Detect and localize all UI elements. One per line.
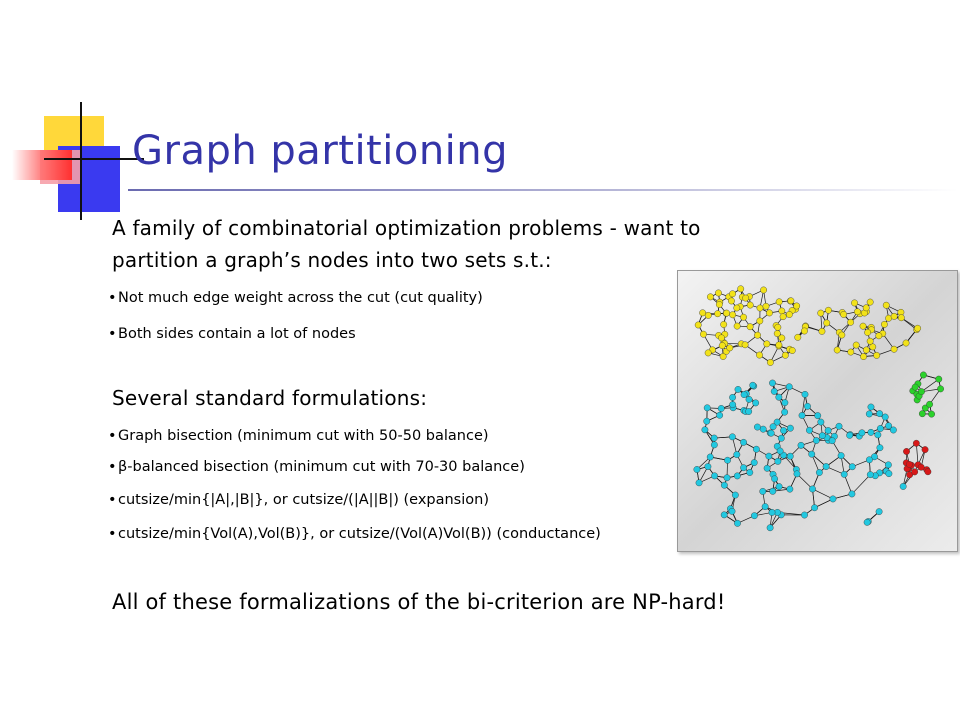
graph-node	[860, 323, 866, 329]
graph-node	[918, 388, 924, 394]
graph-node	[883, 302, 889, 308]
graph-node	[925, 469, 931, 475]
graph-node	[863, 347, 869, 353]
graph-node	[860, 353, 866, 359]
graph-node	[836, 423, 842, 429]
graph-node	[806, 427, 812, 433]
graph-node	[718, 335, 724, 341]
graph-node	[873, 352, 879, 358]
graph-node	[891, 346, 897, 352]
intro-line-1: A family of combinatorial optimization problems - want to	[112, 216, 701, 240]
graph-node	[729, 394, 735, 400]
graph-node	[734, 451, 740, 457]
graph-node	[819, 328, 825, 334]
graph-node	[868, 404, 874, 410]
graph-node	[770, 488, 776, 494]
graph-node	[891, 313, 897, 319]
criterion-item	[108, 326, 356, 342]
graph-partition-figure	[677, 270, 958, 552]
graph-node	[711, 473, 717, 479]
graph-node	[782, 399, 788, 405]
graph-node	[829, 437, 835, 443]
graph-node	[877, 445, 883, 451]
intro-line-2: partition a graph’s nodes into two sets s.t.:	[112, 248, 552, 272]
graph-node	[868, 429, 874, 435]
graph-node	[809, 451, 815, 457]
graph-node	[764, 341, 770, 347]
graph-node	[823, 463, 829, 469]
graph-node	[794, 471, 800, 477]
graph-node	[745, 408, 751, 414]
graph-node	[720, 321, 726, 327]
graph-node	[795, 334, 801, 340]
graph-node	[937, 386, 943, 392]
graph-node	[811, 505, 817, 511]
graph-node	[813, 437, 819, 443]
graph-node	[737, 286, 743, 292]
graph-node	[728, 298, 734, 304]
graph-node	[875, 432, 881, 438]
graph-node	[770, 423, 776, 429]
graph-node	[700, 331, 706, 337]
network-graph-image	[678, 271, 957, 551]
graph-node	[786, 311, 792, 317]
graph-node	[882, 414, 888, 420]
graph-node	[866, 411, 872, 417]
graph-node	[867, 338, 873, 344]
graph-node	[711, 442, 717, 448]
graph-node	[788, 298, 794, 304]
graph-node	[704, 418, 710, 424]
graph-node	[757, 318, 763, 324]
graph-node	[866, 457, 872, 463]
graph-node	[727, 345, 733, 351]
graph-node	[900, 483, 906, 489]
graph-node	[824, 320, 830, 326]
graph-node	[747, 469, 753, 475]
graph-node	[775, 458, 781, 464]
graph-node	[699, 310, 705, 316]
graph-node	[793, 303, 799, 309]
graph-node	[802, 391, 808, 397]
graph-node	[760, 488, 766, 494]
graph-node	[732, 492, 738, 498]
graph-node	[849, 491, 855, 497]
graph-node	[920, 372, 926, 378]
graph-edge	[813, 489, 833, 499]
graph-node	[760, 426, 766, 432]
graph-node	[911, 469, 917, 475]
graph-node	[818, 310, 824, 316]
graph-node	[922, 446, 928, 452]
graph-node	[876, 410, 882, 416]
graph-node	[716, 412, 722, 418]
decor-vertical-line	[80, 102, 82, 220]
graph-node	[707, 294, 713, 300]
graph-node	[867, 471, 873, 477]
graph-node	[754, 332, 760, 338]
bullet-dot: •	[108, 326, 117, 342]
graph-node	[769, 509, 775, 515]
graph-node	[885, 462, 891, 468]
formulation-item	[108, 459, 525, 475]
title-underline	[128, 189, 958, 191]
graph-node	[754, 424, 760, 430]
graph-node	[742, 295, 748, 301]
graph-node	[789, 347, 795, 353]
graph-node	[804, 403, 810, 409]
graph-node	[716, 301, 722, 307]
graph-node	[702, 427, 708, 433]
graph-node	[779, 308, 785, 314]
graph-node	[787, 425, 793, 431]
graph-node	[847, 319, 853, 325]
decor-red-bar	[12, 150, 72, 180]
graph-node	[747, 302, 753, 308]
graph-node	[906, 461, 912, 467]
graph-node	[809, 486, 815, 492]
graph-node	[886, 470, 892, 476]
criterion-text: Both sides contain a lot of nodes	[118, 326, 356, 342]
graph-node	[767, 525, 773, 531]
graph-node	[723, 310, 729, 316]
graph-node	[928, 411, 934, 417]
graph-node	[771, 476, 777, 482]
graph-node	[786, 384, 792, 390]
graph-node	[729, 312, 735, 318]
graph-node	[740, 439, 746, 445]
graph-node	[787, 486, 793, 492]
graph-node	[936, 376, 942, 382]
graph-node	[762, 503, 768, 509]
graph-node	[781, 409, 787, 415]
graph-node	[815, 412, 821, 418]
graph-node	[718, 405, 724, 411]
graph-node	[768, 430, 774, 436]
graph-node	[764, 465, 770, 471]
graph-node	[724, 475, 730, 481]
graph-node	[735, 386, 741, 392]
graph-node	[801, 328, 807, 334]
graph-node	[825, 307, 831, 313]
graph-node	[751, 512, 757, 518]
graph-node	[750, 382, 756, 388]
formulation-item	[108, 526, 601, 542]
graph-node	[903, 448, 909, 454]
graph-node	[734, 473, 740, 479]
graph-node	[841, 471, 847, 477]
formulation-item	[108, 492, 489, 508]
graph-node	[913, 440, 919, 446]
graph-node	[926, 401, 932, 407]
graph-node	[834, 347, 840, 353]
formulation-item	[108, 428, 489, 444]
graph-node	[864, 519, 870, 525]
graph-node	[695, 322, 701, 328]
graph-node	[696, 480, 702, 486]
graph-node	[918, 464, 924, 470]
graph-node	[740, 465, 746, 471]
graph-node	[740, 314, 746, 320]
graph-node	[818, 419, 824, 425]
graph-node	[816, 469, 822, 475]
graph-node	[760, 287, 766, 293]
graph-node	[741, 391, 747, 397]
graph-node	[769, 380, 775, 386]
graph-node	[839, 332, 845, 338]
graph-node	[721, 482, 727, 488]
graph-nodes	[694, 286, 944, 531]
graph-node	[840, 311, 846, 317]
graph-node	[854, 309, 860, 315]
graph-node	[734, 305, 740, 311]
graph-node	[753, 446, 759, 452]
graph-node	[704, 405, 710, 411]
bullet-dot: •	[108, 459, 117, 475]
graph-node	[757, 305, 763, 311]
graph-node	[746, 396, 752, 402]
graph-node	[756, 352, 762, 358]
criterion-text: Not much edge weight across the cut (cut quality)	[118, 290, 483, 306]
graph-node	[775, 324, 781, 330]
criterion-item	[108, 290, 483, 306]
graph-node	[919, 411, 925, 417]
graph-node	[742, 342, 748, 348]
bullet-dot: •	[108, 492, 117, 508]
graph-node	[799, 412, 805, 418]
graph-node	[779, 335, 785, 341]
graph-node	[734, 520, 740, 526]
graph-node	[694, 466, 700, 472]
graph-node	[777, 448, 783, 454]
graph-node	[819, 432, 825, 438]
graph-node	[851, 300, 857, 306]
graph-node	[846, 432, 852, 438]
graph-node	[914, 325, 920, 331]
graph-node	[715, 290, 721, 296]
graph-node	[705, 463, 711, 469]
graph-node	[721, 512, 727, 518]
graph-node	[776, 394, 782, 400]
graph-node	[763, 303, 769, 309]
graph-node	[729, 401, 735, 407]
graph-node	[798, 442, 804, 448]
conclusion-text: All of these formalizations of the bi-criterion are NP-hard!	[112, 590, 726, 614]
graph-node	[787, 453, 793, 459]
graph-node	[885, 423, 891, 429]
graph-node	[867, 299, 873, 305]
graph-node	[766, 453, 772, 459]
graph-node	[848, 349, 854, 355]
formulation-text: cutsize/min{|A|,|B|}, or cutsize/(|A||B|) (expansion)	[118, 492, 489, 508]
graph-node	[881, 321, 887, 327]
graph-node	[707, 454, 713, 460]
graph-node	[912, 384, 918, 390]
graph-node	[714, 311, 720, 317]
graph-node	[830, 496, 836, 502]
graph-edge	[852, 475, 870, 494]
graph-node	[766, 310, 772, 316]
graph-node	[903, 340, 909, 346]
graph-node	[724, 457, 730, 463]
graph-node	[859, 430, 865, 436]
graph-node	[776, 342, 782, 348]
graph-node	[747, 324, 753, 330]
graph-node	[729, 291, 735, 297]
graph-node	[752, 400, 758, 406]
graph-node	[780, 313, 786, 319]
graph-node	[898, 315, 904, 321]
graph-node	[729, 434, 735, 440]
graph-node	[711, 435, 717, 441]
graph-node	[729, 508, 735, 514]
bullet-dot: •	[108, 290, 117, 306]
beta-symbol: β	[118, 459, 128, 475]
graph-node	[734, 323, 740, 329]
graph-node	[776, 299, 782, 305]
graph-node	[705, 350, 711, 356]
graph-node	[719, 342, 725, 348]
graph-node	[771, 388, 777, 394]
bullet-dot: •	[108, 526, 117, 542]
graph-node	[767, 359, 773, 365]
graph-node	[776, 483, 782, 489]
graph-node	[849, 464, 855, 470]
graph-node	[877, 425, 883, 431]
graph-node	[801, 512, 807, 518]
graph-node	[778, 435, 784, 441]
graph-node	[876, 333, 882, 339]
bullet-dot: •	[108, 428, 117, 444]
graph-node	[864, 329, 870, 335]
graph-node	[780, 427, 786, 433]
graph-node	[751, 459, 757, 465]
formulations-heading: Several standard formulations:	[112, 386, 428, 410]
graph-node	[782, 352, 788, 358]
graph-node	[870, 344, 876, 350]
graph-node	[863, 305, 869, 311]
graph-node	[876, 508, 882, 514]
graph-node	[825, 427, 831, 433]
decor-horizontal-line	[44, 158, 144, 160]
graph-node	[838, 452, 844, 458]
formulation-text: -balanced bisection (minimum cut with 70-30 balance)	[127, 459, 525, 475]
formulation-text: cutsize/min{Vol(A),Vol(B)}, or cutsize/(Vol(A)Vol(B)) (conductance)	[118, 526, 601, 542]
graph-node	[853, 342, 859, 348]
slide-title: Graph partitioning	[132, 128, 509, 174]
formulation-text: Graph bisection (minimum cut with 50-50 balance)	[118, 428, 489, 444]
